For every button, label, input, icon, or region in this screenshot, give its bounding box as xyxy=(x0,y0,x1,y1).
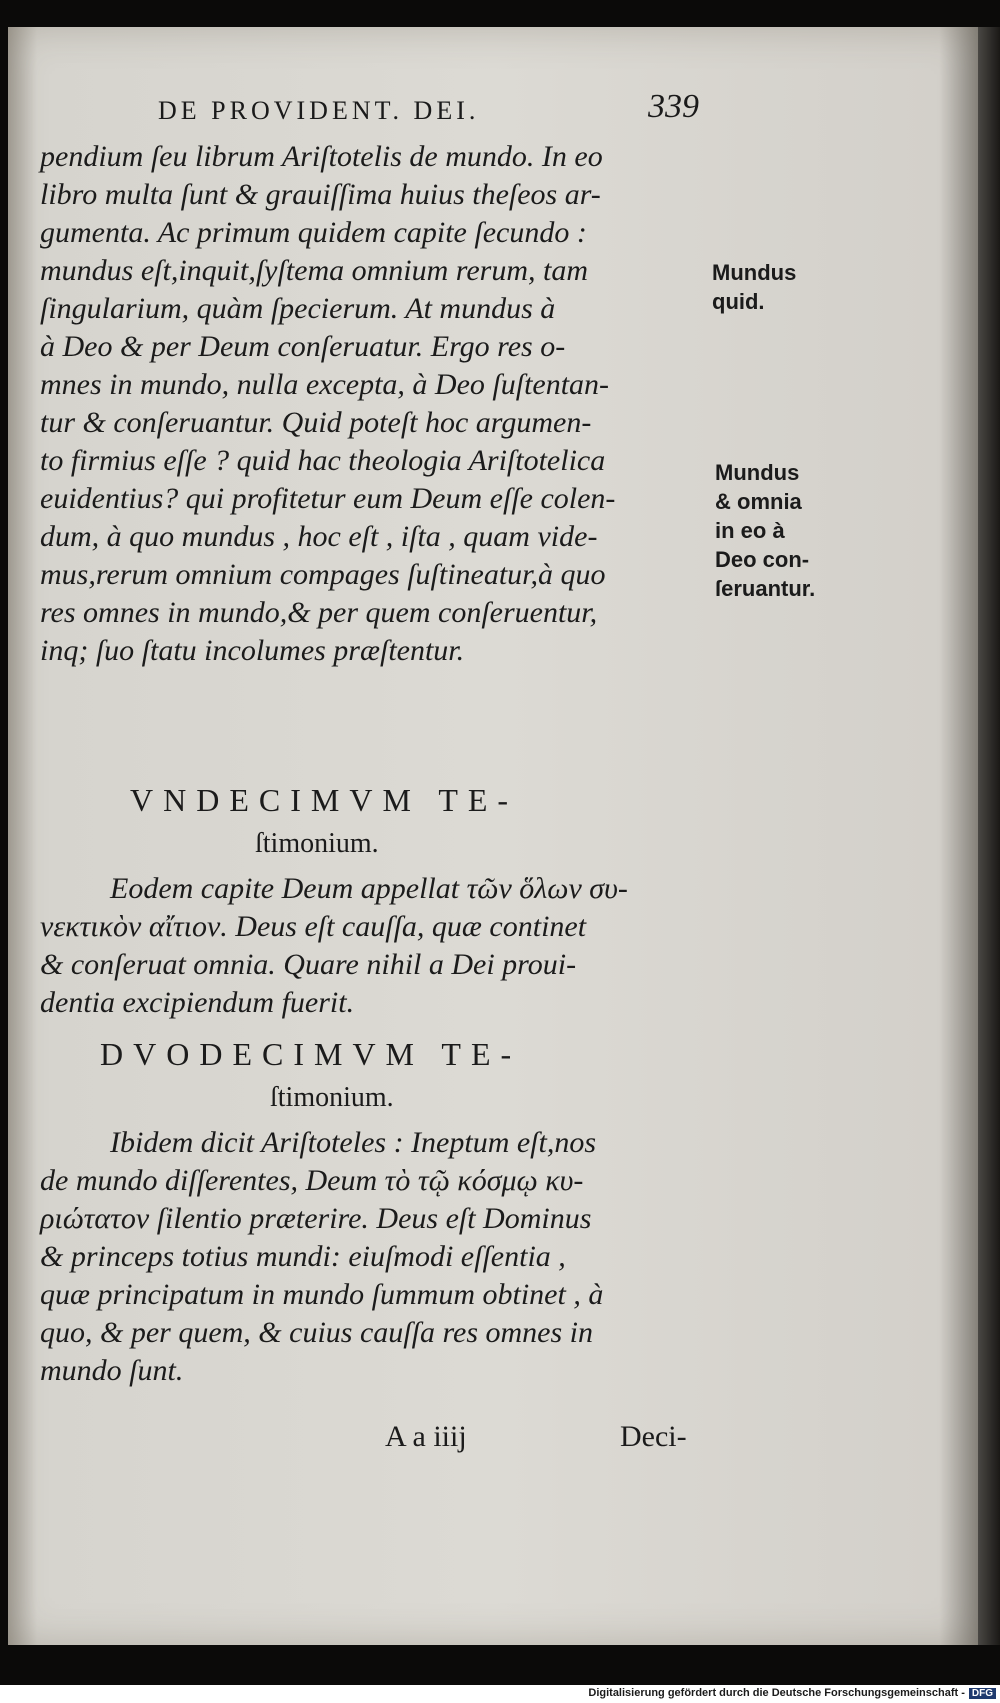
text-line: libro multa ſunt & grauiſſima huius theſeos ar- xyxy=(40,178,601,211)
text-line: Ibidem dicit Ariſtoteles : Ineptum eſt,nos xyxy=(110,1126,597,1159)
text-line: mundo ſunt. xyxy=(40,1354,184,1387)
section-subheading-undecimum: ſtimonium. xyxy=(255,828,379,859)
margin-note-line: ſeruantur. xyxy=(715,576,816,601)
margin-note-line: & omnia xyxy=(715,489,802,514)
text-line: quo, & per quem, & cuius cauſſa res omnes in xyxy=(40,1316,593,1349)
page-header xyxy=(158,88,718,132)
text-line: quæ principatum in mundo ſummum obtinet , à xyxy=(40,1278,604,1311)
dfg-logo-icon: DFG xyxy=(969,1688,996,1699)
text-line: νεκτικὸν αἴτιον. Deus eſt cauſſa, quæ continet xyxy=(40,910,587,943)
text-line: Eodem capite Deum appellat τῶν ὅλων συ- xyxy=(110,872,628,905)
text-line: de mundo diſſerentes, Deum τὸ τῷ κόσμῳ κυ- xyxy=(40,1164,584,1197)
section-heading-duodecimum: DVODECIMVM TE- xyxy=(100,1036,522,1072)
margin-note-line: quid. xyxy=(712,289,765,314)
text-line: pendium ſeu librum Ariſtotelis de mundo. In eo xyxy=(40,140,603,173)
margin-note-line: Mundus xyxy=(715,460,800,485)
page-footer xyxy=(385,1420,725,1460)
margin-note-mundus-omnia xyxy=(715,458,815,603)
section-subheading-duodecimum: ſtimonium. xyxy=(270,1082,394,1113)
text-line: ριώτατον ſilentio præterire. Deus eſt Dominus xyxy=(40,1202,592,1235)
credit-text: Digitalisierung gefördert durch die Deutsche Forschungsgemeinschaft - xyxy=(588,1687,965,1699)
catchword: Deci- xyxy=(620,1420,687,1453)
text-line: mus,rerum omnium compages ſuſtineatur,à quo xyxy=(40,558,606,591)
text-line: euidentius? qui profitetur eum Deum eſſe colen- xyxy=(40,482,616,515)
section-heading-undecimum: VNDECIMVM TE- xyxy=(130,782,519,818)
text-line: inq; ſuo ſtatu incolumes præſtentur. xyxy=(40,634,465,667)
text-line: & princeps totius mundi: eiuſmodi eſſentia , xyxy=(40,1240,566,1273)
digitization-credit xyxy=(0,1685,1000,1703)
margin-note-line: Mundus xyxy=(712,260,797,285)
text-line: dum, à quo mundus , hoc eſt , iſta , quam vide- xyxy=(40,520,598,553)
text-line: mundus eſt,inquit,ſyſtema omnium rerum, tam xyxy=(40,254,589,287)
margin-note-line: Deo con- xyxy=(715,547,810,572)
signature-mark: A a iiij xyxy=(385,1420,467,1453)
text-line: mnes in mundo, nulla excepta, à Deo ſuſtentan- xyxy=(40,368,610,401)
text-line: gumenta. Ac primum quidem capite ſecundo : xyxy=(40,216,587,249)
text-line: to firmius eſſe ? quid hac theologia Ariſtotelica xyxy=(40,444,606,477)
text-line: à Deo & per Deum conſeruatur. Ergo res o- xyxy=(40,330,566,363)
text-line: & conſeruat omnia. Quare nihil a Dei proui- xyxy=(40,948,577,981)
text-line: res omnes in mundo,& per quem conſeruentur, xyxy=(40,596,598,629)
page-edge xyxy=(978,27,1000,1645)
running-title: DE PROVIDENT. DEI. xyxy=(158,96,480,125)
margin-note-mundus-quid xyxy=(712,258,796,316)
text-line: ſingularium, quàm ſpecierum. At mundus à xyxy=(40,292,556,325)
text-line: tur & conſeruantur. Quid poteſt hoc argumen- xyxy=(40,406,592,439)
page-number: 339 xyxy=(648,88,699,125)
text-line: dentia excipiendum fuerit. xyxy=(40,986,355,1019)
margin-note-line: in eo à xyxy=(715,518,785,543)
